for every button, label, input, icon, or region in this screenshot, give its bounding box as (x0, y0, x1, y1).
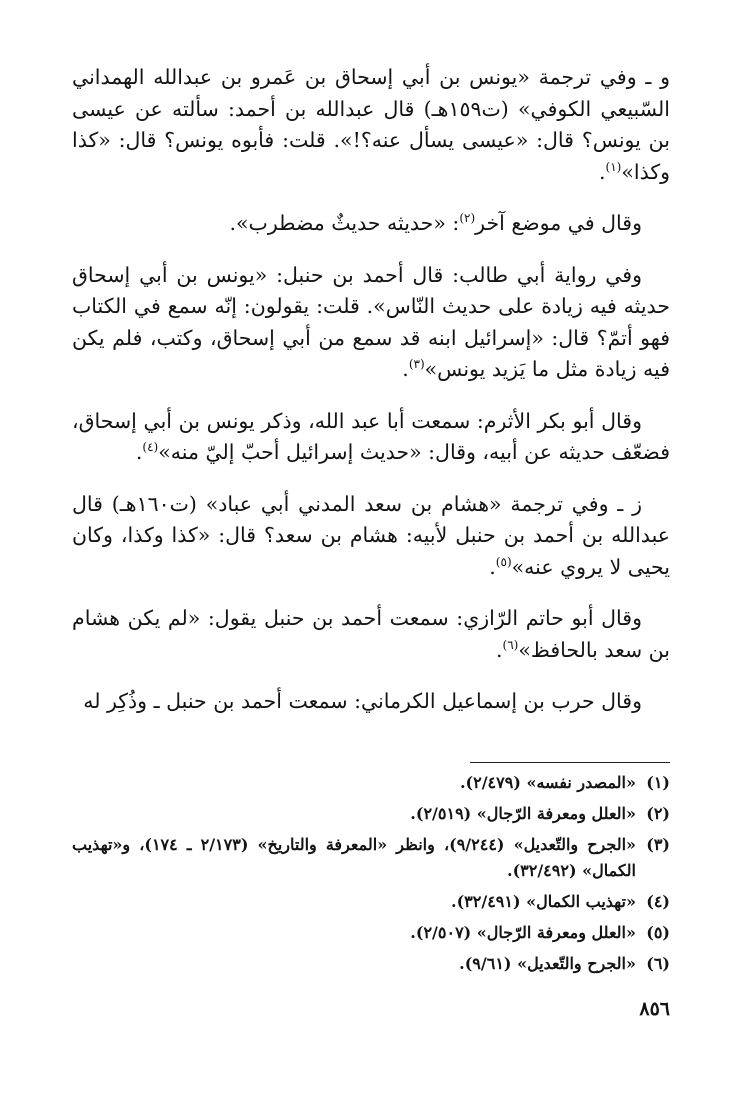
paragraph-text: وقال حرب بن إسماعيل الكرماني: سمعت أحمد بن حنبل ـ وذُكِر له (83, 689, 642, 713)
paragraph-hisham-translation (72, 489, 670, 584)
paragraph-abu-hatim (72, 603, 670, 666)
footnote-item (72, 920, 670, 946)
footnote-item (72, 889, 670, 915)
footnote-ref[interactable]: (٢) (459, 211, 476, 226)
footnote-number: (٥) (646, 923, 670, 942)
footnote-text: «الجرح والتّعديل» (٩/٦١). (459, 954, 636, 973)
footnote-number: (٦) (646, 954, 670, 973)
paragraph-tail: . (402, 357, 409, 381)
footnote-ref[interactable]: (٦) (502, 637, 519, 652)
footnote-text: «الجرح والتّعديل» (٩/٢٤٤)، وانظر «المعرفة والتاريخ» (٢/١٧٣ ـ ١٧٤)، و«تهذيب الكمال» (٣٢/٤٩٢). (72, 835, 637, 880)
footnote-item (72, 832, 670, 884)
footnote-ref[interactable]: (٣) (408, 357, 425, 372)
paragraph-text: وفي رواية أبي طالب: قال أحمد بن حنبل: «يونس بن أبي إسحاق حديثه فيه زيادة على حديث النّاس». قلت: يقولون: إنّه سمع في الكتاب فهو أتمّ؟ قال: «إسرائيل ابنه قد سمع من أبي إسحاق، وكتب، فلم يكن فيه زيادة مثل ما يَزيد يونس» (72, 262, 670, 381)
footnote-text: «المصدر نفسه» (٢/٤٧٩). (459, 773, 636, 792)
paragraph-harb (72, 686, 670, 718)
footnote-number: (١) (646, 773, 670, 792)
footnote-number: (٤) (646, 892, 670, 911)
paragraph-tail: . (598, 159, 606, 184)
footnote-item (72, 951, 670, 977)
paragraph-text: و ـ وفي ترجمة «يونس بن أبي إسحاق بن عَمرو بن عبدالله الهمداني السّبيعي الكوفي» (ت١٥٩هـ) قال عبدالله بن أحمد: سألته عن عيسى بن يونس؟ قال: «عيسى يسأل عنه؟!». قلت: فأبوه يونس؟ قال: «كذا وكذا» (72, 65, 670, 184)
footnotes-section (72, 770, 670, 982)
paragraph-tail: . (135, 440, 143, 464)
paragraph-text: ز ـ وفي ترجمة «هشام بن سعد المدني أبي عباد» (ت١٦٠هـ) قال عبدالله بن أحمد بن حنبل لأبيه: هشام بن سعد؟ قال: «كذا وكذا، وكان يحيى لا يروي عنه» (72, 491, 670, 579)
footnote-number: (٢) (646, 804, 670, 823)
page-number: ٨٥٦ (639, 998, 670, 1020)
footnote-item (72, 801, 670, 827)
paragraph-abu-talib (72, 260, 670, 386)
footnote-number: (٣) (646, 835, 670, 854)
paragraph-text: وقال في موضع آخر (475, 211, 642, 235)
paragraph-another-place (72, 208, 670, 240)
book-page (72, 62, 670, 1062)
footnote-text: «العلل ومعرفة الرّجال» (٢/٥١٩). (410, 804, 636, 823)
paragraph-tail: : «حديثه حديثٌ مضطرب». (229, 211, 460, 235)
footnote-text: «تهذيب الكمال» (٣٢/٤٩١). (451, 892, 636, 911)
paragraph-text: وقال أبو بكر الأثرم: سمعت أبا عبد الله، وذكر يونس بن أبي إسحاق، فضعّف حديثه عن أبيه، وقال: «حديث إسرائيل أحبّ إليّ منه» (72, 408, 670, 464)
paragraph-text: وقال أبو حاتم الرّازي: سمعت أحمد بن حنبل يقول: «لم يكن هشام بن سعد بالحافظ» (72, 606, 670, 662)
footnote-text: «العلل ومعرفة الرّجال» (٢/٥٠٧). (410, 923, 636, 942)
footnote-divider (470, 762, 670, 763)
paragraph-athram (72, 406, 670, 469)
footnote-ref[interactable]: (٥) (495, 554, 512, 569)
paragraph-tail: . (495, 637, 503, 662)
paragraph-tail: . (489, 554, 496, 579)
footnote-item (72, 770, 670, 796)
footnote-ref[interactable]: (٤) (142, 440, 159, 455)
paragraph-yunus-translation (72, 62, 670, 188)
footnote-ref[interactable]: (١) (605, 159, 622, 174)
